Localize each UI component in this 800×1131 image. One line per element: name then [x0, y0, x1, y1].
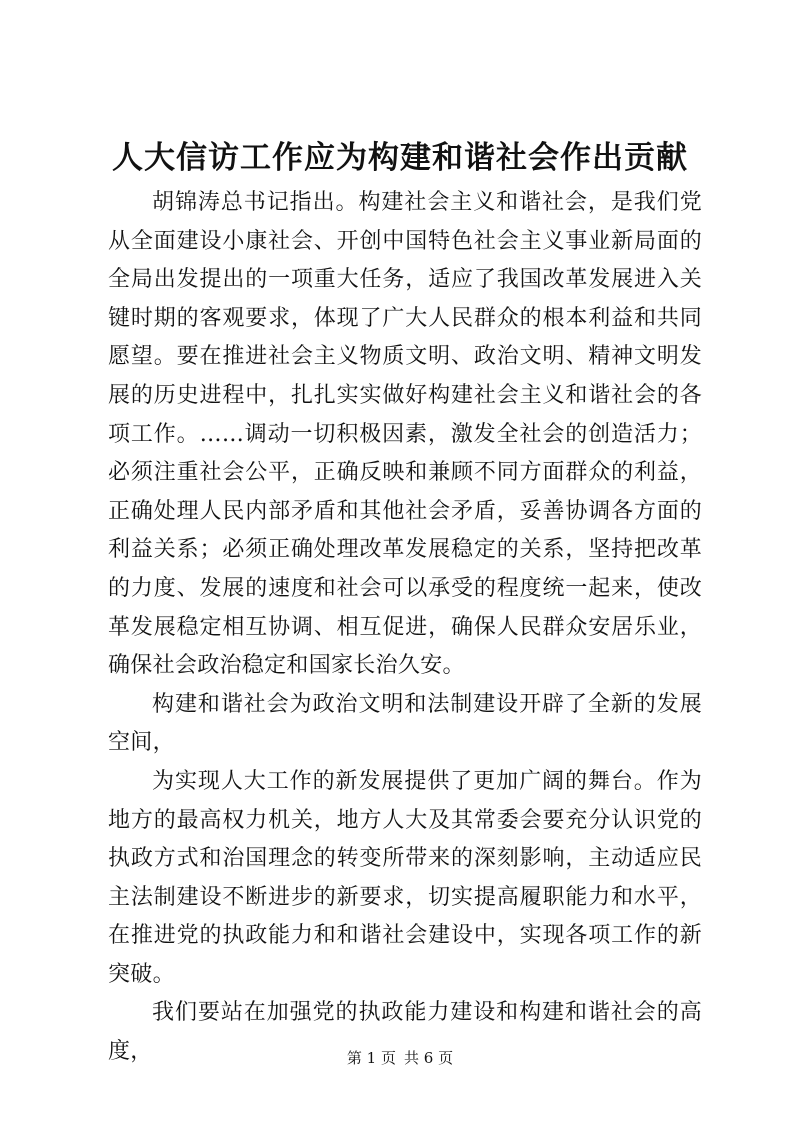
document-title: 人大信访工作应为构建和谐社会作出贡献: [112, 140, 688, 176]
page-footer: [0, 1048, 800, 1068]
page-number: 第 1 页: [346, 1049, 396, 1067]
paragraph-4: 我们要站在加强党的执政能力建设和构建和谐社会的高度，: [108, 1000, 702, 1065]
paragraph-3: 为实现人大工作的新发展提供了更加广阔的舞台。作为地方的最高权力机关，地方人大及其常委会要充分认识党的执政方式和治国理念的转变所带来的深刻影响，主动适应民主法制建设不断进步的新要求，切实提高履职能力和水平，在推进党的执政能力和和谐社会建设中，实现各项工作的新突破。: [108, 768, 702, 987]
page-total: 共 6 页: [404, 1049, 454, 1067]
paragraph-1: 胡锦涛总书记指出。构建社会主义和谐社会，是我们党从全面建设小康社会、开创中国特色社会主义事业新局面的全局出发提出的一项重大任务，适应了我国改革发展进入关键时期的客观要求，体现了广大人民群众的根本利益和共同愿望。要在推进社会主义物质文明、政治文明、精神文明发展的历史进程中，扎扎实实做好构建社会主义和谐社会的各项工作。……调动一切积极因素，激发全社会的创造活力；必须注重社会公平，正确反映和兼顾不同方面群众的利益，正确处理人民内部矛盾和其他社会矛盾，妥善协调各方面的利益关系；必须正确处理改革发展稳定的关系，坚持把改革的力度、发展的速度和社会可以承受的程度统一起来，使改革发展稳定相互协调、相互促进，确保人民群众安居乐业，确保社会政治稳定和国家长治久安。: [108, 190, 702, 679]
paragraph-2: 构建和谐社会为政治文明和法制建设开辟了全新的发展空间，: [108, 691, 702, 756]
document-body: [108, 184, 702, 1072]
